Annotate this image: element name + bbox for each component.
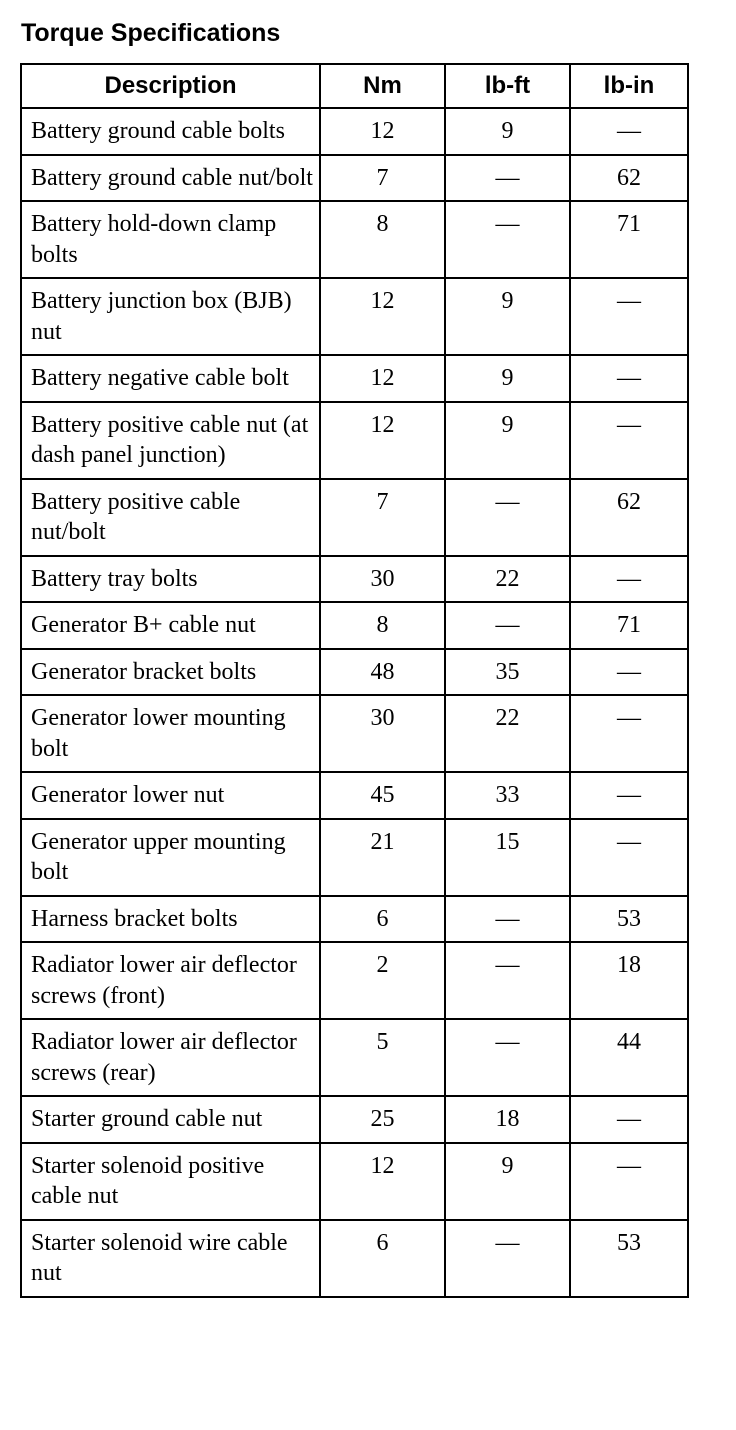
table-row	[21, 108, 688, 155]
cell-nm: 6	[320, 896, 445, 943]
cell-lb-in: 53	[570, 1220, 688, 1297]
cell-lb-ft: —	[445, 602, 570, 649]
table-row	[21, 1019, 688, 1096]
table-row	[21, 896, 688, 943]
cell-lb-in: 44	[570, 1019, 688, 1096]
table-row	[21, 649, 688, 696]
cell-description: Generator B+ cable nut	[21, 602, 320, 649]
cell-lb-ft: 9	[445, 355, 570, 402]
cell-description: Harness bracket bolts	[21, 896, 320, 943]
cell-nm: 8	[320, 201, 445, 278]
cell-lb-in: —	[570, 772, 688, 819]
table-row	[21, 1220, 688, 1297]
cell-nm: 12	[320, 108, 445, 155]
torque-spec-table	[20, 63, 689, 1298]
cell-lb-ft: 18	[445, 1096, 570, 1143]
cell-lb-ft: —	[445, 1019, 570, 1096]
column-header-nm: Nm	[320, 64, 445, 108]
cell-lb-ft: —	[445, 201, 570, 278]
cell-lb-in: —	[570, 402, 688, 479]
cell-lb-ft: 22	[445, 695, 570, 772]
table-row	[21, 695, 688, 772]
cell-description: Generator upper mounting bolt	[21, 819, 320, 896]
cell-nm: 21	[320, 819, 445, 896]
cell-lb-ft: —	[445, 155, 570, 202]
table-row	[21, 1096, 688, 1143]
cell-nm: 5	[320, 1019, 445, 1096]
cell-lb-in: 18	[570, 942, 688, 1019]
cell-description: Generator lower nut	[21, 772, 320, 819]
cell-nm: 30	[320, 695, 445, 772]
cell-nm: 12	[320, 278, 445, 355]
column-header-lb-in: lb-in	[570, 64, 688, 108]
cell-nm: 45	[320, 772, 445, 819]
table-row	[21, 201, 688, 278]
cell-lb-ft: —	[445, 479, 570, 556]
cell-lb-ft: 9	[445, 108, 570, 155]
cell-lb-ft: 33	[445, 772, 570, 819]
cell-lb-ft: 35	[445, 649, 570, 696]
cell-description: Battery hold-down clamp bolts	[21, 201, 320, 278]
cell-lb-ft: 22	[445, 556, 570, 603]
cell-nm: 8	[320, 602, 445, 649]
table-row	[21, 1143, 688, 1220]
table-row	[21, 402, 688, 479]
cell-lb-ft: 9	[445, 402, 570, 479]
cell-description: Battery ground cable bolts	[21, 108, 320, 155]
cell-lb-ft: 9	[445, 1143, 570, 1220]
table-row	[21, 942, 688, 1019]
table-row	[21, 819, 688, 896]
column-header-description: Description	[21, 64, 320, 108]
cell-description: Starter ground cable nut	[21, 1096, 320, 1143]
table-row	[21, 278, 688, 355]
cell-nm: 7	[320, 479, 445, 556]
cell-description: Battery tray bolts	[21, 556, 320, 603]
cell-lb-ft: 9	[445, 278, 570, 355]
table-row	[21, 155, 688, 202]
cell-nm: 12	[320, 355, 445, 402]
cell-nm: 25	[320, 1096, 445, 1143]
cell-lb-in: —	[570, 1143, 688, 1220]
table-header-row	[21, 64, 688, 108]
table-row	[21, 602, 688, 649]
cell-nm: 12	[320, 402, 445, 479]
cell-lb-in: —	[570, 649, 688, 696]
cell-description: Generator lower mounting bolt	[21, 695, 320, 772]
cell-lb-in: —	[570, 108, 688, 155]
cell-lb-in: —	[570, 556, 688, 603]
cell-description: Generator bracket bolts	[21, 649, 320, 696]
cell-lb-ft: 15	[445, 819, 570, 896]
page-title: Torque Specifications	[21, 19, 281, 47]
cell-nm: 48	[320, 649, 445, 696]
cell-description: Radiator lower air deflector screws (front)	[21, 942, 320, 1019]
cell-lb-in: 53	[570, 896, 688, 943]
cell-description: Battery positive cable nut/bolt	[21, 479, 320, 556]
table-row	[21, 355, 688, 402]
cell-lb-ft: —	[445, 896, 570, 943]
cell-nm: 2	[320, 942, 445, 1019]
cell-description: Starter solenoid positive cable nut	[21, 1143, 320, 1220]
cell-lb-in: —	[570, 1096, 688, 1143]
cell-description: Battery negative cable bolt	[21, 355, 320, 402]
table-row	[21, 556, 688, 603]
cell-nm: 30	[320, 556, 445, 603]
column-header-lb-ft: lb-ft	[445, 64, 570, 108]
cell-description: Radiator lower air deflector screws (rear)	[21, 1019, 320, 1096]
cell-description: Battery positive cable nut (at dash panel junction)	[21, 402, 320, 479]
cell-nm: 6	[320, 1220, 445, 1297]
cell-nm: 12	[320, 1143, 445, 1220]
cell-lb-in: 62	[570, 155, 688, 202]
cell-lb-in: 71	[570, 201, 688, 278]
table-row	[21, 479, 688, 556]
cell-description: Battery junction box (BJB) nut	[21, 278, 320, 355]
cell-description: Starter solenoid wire cable nut	[21, 1220, 320, 1297]
cell-lb-in: —	[570, 695, 688, 772]
cell-description: Battery ground cable nut/bolt	[21, 155, 320, 202]
table-row	[21, 772, 688, 819]
cell-lb-ft: —	[445, 942, 570, 1019]
cell-lb-in: —	[570, 355, 688, 402]
cell-lb-in: —	[570, 819, 688, 896]
cell-nm: 7	[320, 155, 445, 202]
cell-lb-in: —	[570, 278, 688, 355]
cell-lb-in: 62	[570, 479, 688, 556]
cell-lb-in: 71	[570, 602, 688, 649]
cell-lb-ft: —	[445, 1220, 570, 1297]
